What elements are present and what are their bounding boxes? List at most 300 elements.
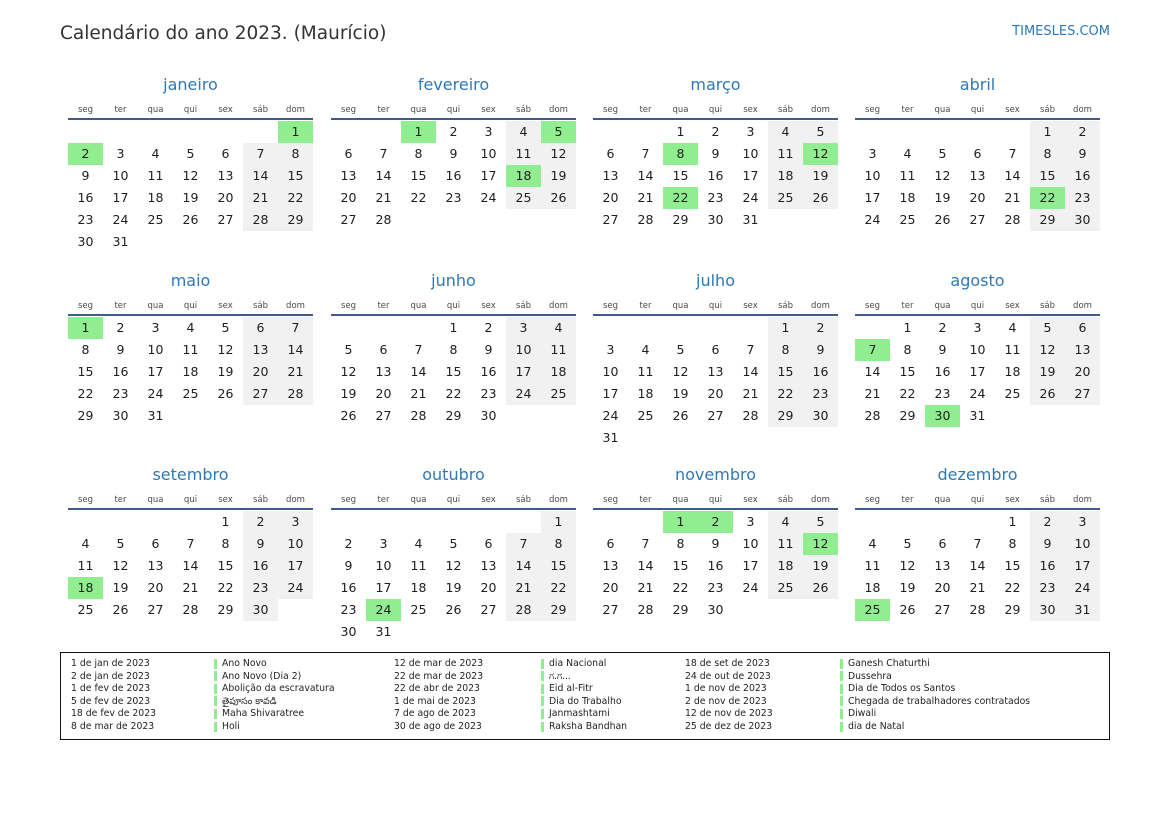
day-cell: 3 [151, 320, 160, 335]
day-cell: 20 [217, 190, 234, 205]
day-cell: 7 [243, 143, 278, 165]
week-row [593, 317, 838, 339]
holiday-day-cell: 30 [925, 405, 960, 427]
day-cell: 16 [340, 580, 357, 595]
day-cell: 16 [934, 364, 951, 379]
day-cell: 6 [344, 146, 353, 161]
week-row [68, 361, 313, 383]
day-cell: 30 [112, 408, 129, 423]
day-cell: 14 [410, 364, 427, 379]
day-cell: 29 [1030, 209, 1065, 231]
month-title: junho [431, 271, 476, 290]
month-block [331, 463, 576, 643]
day-cell: 25 [899, 212, 916, 227]
holiday-name: Chegada de trabalhadores contratados [848, 695, 1031, 707]
holiday-legend-row [61, 682, 1109, 695]
day-cell: 21 [637, 580, 654, 595]
month-block [593, 73, 838, 231]
day-cell: 2 [449, 124, 458, 139]
day-cell: 5 [1030, 317, 1065, 339]
day-cell: 12 [445, 558, 462, 573]
holiday-legend [60, 652, 1110, 740]
holiday-name: Raksha Bandhan [549, 721, 628, 732]
day-cell: 11 [410, 558, 427, 573]
day-cell: 7 [641, 146, 650, 161]
weekday-label: sáb [777, 105, 794, 115]
empty-day-cell [663, 427, 698, 449]
empty-day-cell [506, 405, 541, 427]
day-cell: 9 [81, 168, 90, 183]
day-cell: 22 [899, 386, 916, 401]
day-cell: 20 [340, 190, 357, 205]
day-cell: 24 [864, 212, 881, 227]
day-cell: 9 [116, 342, 125, 357]
day-cell: 23 [77, 212, 94, 227]
empty-day-cell [855, 121, 890, 143]
empty-day-cell [173, 231, 208, 253]
day-cell: 7 [1008, 146, 1017, 161]
day-cell: 12 [217, 342, 234, 357]
day-cell: 7 [186, 536, 195, 551]
day-cell: 2 [803, 317, 838, 339]
day-cell: 17 [112, 190, 129, 205]
day-cell: 26 [899, 602, 916, 617]
day-cell: 19 [803, 165, 838, 187]
day-cell: 8 [676, 536, 685, 551]
day-cell: 1 [1008, 514, 1017, 529]
weekday-label: seg [602, 105, 619, 115]
day-cell: 1 [768, 317, 803, 339]
empty-day-cell [593, 511, 628, 533]
weekday-label: qua [147, 495, 164, 505]
day-cell: 13 [707, 364, 724, 379]
weekday-label: sex [218, 105, 233, 115]
day-cell: 22 [672, 580, 689, 595]
week-row [331, 361, 576, 383]
day-cell: 19 [934, 190, 951, 205]
weekday-label: dom [286, 495, 305, 505]
day-cell: 15 [672, 168, 689, 183]
week-row [593, 165, 838, 187]
day-cell: 24 [1065, 577, 1100, 599]
day-cell: 31 [147, 408, 164, 423]
day-cell: 25 [768, 187, 803, 209]
day-cell: 15 [768, 361, 803, 383]
day-cell: 8 [221, 536, 230, 551]
empty-day-cell [628, 121, 663, 143]
weekday-label: sáb [252, 495, 269, 505]
empty-day-cell [803, 209, 838, 231]
empty-day-cell [960, 121, 995, 143]
day-cell: 3 [506, 317, 541, 339]
day-cell: 6 [938, 536, 947, 551]
month-block [68, 463, 313, 621]
day-cell: 12 [934, 168, 951, 183]
weekday-label: seg [77, 105, 94, 115]
day-cell: 31 [602, 430, 619, 445]
empty-day-cell [173, 511, 208, 533]
day-cell: 8 [81, 342, 90, 357]
page-title: Calendário do ano 2023. (Maurício) [60, 23, 387, 44]
day-cell: 17 [375, 580, 392, 595]
day-cell: 12 [541, 143, 576, 165]
day-cell: 5 [449, 536, 458, 551]
weekday-label: ter [901, 301, 914, 311]
empty-day-cell [138, 121, 173, 143]
empty-day-cell [103, 121, 138, 143]
holiday-name: తైపూసం కావడి [222, 695, 277, 707]
empty-day-cell [436, 511, 471, 533]
day-cell: 19 [217, 364, 234, 379]
day-cell: 24 [147, 386, 164, 401]
weekday-label: qui [708, 301, 723, 311]
holiday-date: 12 de nov de 2023 [685, 708, 773, 720]
day-cell: 3 [278, 511, 313, 533]
day-cell: 30 [480, 408, 497, 423]
day-cell: 10 [480, 146, 497, 161]
day-cell: 27 [340, 212, 357, 227]
day-cell: 26 [672, 408, 689, 423]
day-cell: 20 [969, 190, 986, 205]
weekday-header [68, 492, 313, 510]
week-row [68, 405, 313, 427]
day-cell: 17 [742, 168, 759, 183]
holiday-day-cell: 5 [541, 121, 576, 143]
day-cell: 26 [217, 386, 234, 401]
day-cell: 11 [768, 143, 803, 165]
day-cell: 18 [637, 386, 654, 401]
day-cell: 6 [606, 536, 615, 551]
holiday-day-cell: 1 [401, 121, 436, 143]
empty-day-cell [628, 511, 663, 533]
weekday-label: qua [672, 495, 689, 505]
empty-day-cell [331, 121, 366, 143]
day-cell: 22 [768, 383, 803, 405]
day-cell: 21 [742, 386, 759, 401]
day-cell: 31 [112, 234, 129, 249]
site-brand-link[interactable]: TIMESLES.COM [1012, 24, 1110, 39]
day-cell: 16 [803, 361, 838, 383]
day-cell: 15 [1030, 165, 1065, 187]
day-cell: 5 [903, 536, 912, 551]
day-cell: 8 [278, 143, 313, 165]
day-cell: 11 [899, 168, 916, 183]
empty-day-cell [208, 405, 243, 427]
week-row [331, 533, 576, 555]
holiday-date: 7 de ago de 2023 [394, 708, 476, 720]
day-cell: 14 [864, 364, 881, 379]
day-cell: 15 [278, 165, 313, 187]
day-cell: 25 [506, 187, 541, 209]
empty-day-cell [698, 317, 733, 339]
day-cell: 5 [803, 121, 838, 143]
day-cell: 9 [1030, 533, 1065, 555]
day-cell: 11 [768, 533, 803, 555]
day-cell: 5 [221, 320, 230, 335]
day-cell: 28 [864, 408, 881, 423]
month-title: outubro [422, 465, 485, 484]
week-row [593, 121, 838, 143]
day-cell: 20 [602, 580, 619, 595]
holiday-day-cell: 22 [1030, 187, 1065, 209]
day-cell: 2 [1065, 121, 1100, 143]
day-cell: 17 [864, 190, 881, 205]
day-cell: 29 [899, 408, 916, 423]
day-cell: 29 [672, 212, 689, 227]
holiday-legend-row [61, 707, 1109, 720]
day-cell: 23 [803, 383, 838, 405]
empty-day-cell [138, 231, 173, 253]
week-row [68, 599, 313, 621]
day-cell: 2 [116, 320, 125, 335]
weekday-label: qua [147, 105, 164, 115]
day-cell: 11 [77, 558, 94, 573]
empty-day-cell [471, 621, 506, 643]
day-cell: 19 [803, 555, 838, 577]
weekday-label: qua [410, 105, 427, 115]
empty-day-cell [995, 121, 1030, 143]
weekday-label: ter [377, 105, 390, 115]
holiday-day-cell: 1 [278, 121, 313, 143]
week-row [68, 533, 313, 555]
day-cell: 24 [480, 190, 497, 205]
empty-day-cell [628, 427, 663, 449]
week-row [68, 555, 313, 577]
day-cell: 20 [147, 580, 164, 595]
empty-day-cell [173, 405, 208, 427]
day-cell: 10 [969, 342, 986, 357]
day-cell: 9 [484, 342, 493, 357]
day-cell: 12 [340, 364, 357, 379]
day-cell: 8 [449, 342, 458, 357]
week-row [68, 511, 313, 533]
empty-day-cell [925, 511, 960, 533]
day-cell: 6 [711, 342, 720, 357]
day-cell: 23 [112, 386, 129, 401]
day-cell: 6 [379, 342, 388, 357]
weekday-label: qui [446, 495, 461, 505]
day-cell: 7 [746, 342, 755, 357]
day-cell: 18 [410, 580, 427, 595]
day-cell: 21 [410, 386, 427, 401]
day-cell: 21 [375, 190, 392, 205]
day-cell: 29 [445, 408, 462, 423]
weekday-label: ter [377, 301, 390, 311]
day-cell: 28 [637, 212, 654, 227]
day-cell: 11 [637, 364, 654, 379]
holiday-day-cell: 12 [803, 143, 838, 165]
weekday-label: dom [286, 301, 305, 311]
month-days-grid [593, 510, 838, 621]
day-cell: 10 [375, 558, 392, 573]
weekday-label: seg [864, 495, 881, 505]
week-row [855, 143, 1100, 165]
empty-day-cell [401, 317, 436, 339]
day-cell: 4 [768, 121, 803, 143]
day-cell: 3 [116, 146, 125, 161]
day-cell: 18 [1004, 364, 1021, 379]
day-cell: 14 [637, 558, 654, 573]
holiday-marker [840, 684, 843, 694]
day-cell: 20 [243, 361, 278, 383]
empty-day-cell [960, 511, 995, 533]
day-cell: 25 [147, 212, 164, 227]
day-cell: 16 [707, 558, 724, 573]
day-cell: 14 [506, 555, 541, 577]
holiday-name: Dia do Trabalho [549, 695, 622, 707]
day-cell: 28 [969, 602, 986, 617]
day-cell: 30 [707, 212, 724, 227]
day-cell: 6 [221, 146, 230, 161]
weekday-label: qua [672, 105, 689, 115]
holiday-name: Holi [222, 721, 240, 732]
weekday-label: qua [934, 301, 951, 311]
week-row [593, 209, 838, 231]
day-cell: 21 [864, 386, 881, 401]
empty-day-cell [331, 511, 366, 533]
weekday-label: dom [811, 301, 830, 311]
day-cell: 28 [243, 209, 278, 231]
day-cell: 17 [969, 364, 986, 379]
day-cell: 4 [506, 121, 541, 143]
holiday-date: 25 de dez de 2023 [685, 721, 773, 732]
empty-day-cell [506, 209, 541, 231]
empty-day-cell [768, 209, 803, 231]
day-cell: 24 [278, 577, 313, 599]
day-cell: 2 [243, 511, 278, 533]
weekday-header [331, 298, 576, 316]
day-cell: 4 [868, 536, 877, 551]
day-cell: 15 [541, 555, 576, 577]
holiday-marker [840, 709, 843, 719]
day-cell: 9 [803, 339, 838, 361]
day-cell: 10 [602, 364, 619, 379]
day-cell: 25 [1004, 386, 1021, 401]
day-cell: 13 [217, 168, 234, 183]
weekday-label: qua [410, 301, 427, 311]
day-cell: 30 [803, 405, 838, 427]
week-row [68, 143, 313, 165]
day-cell: 26 [1030, 383, 1065, 405]
week-row [331, 383, 576, 405]
empty-day-cell [173, 121, 208, 143]
day-cell: 21 [969, 580, 986, 595]
day-cell: 6 [973, 146, 982, 161]
day-cell: 23 [707, 190, 724, 205]
holiday-date: 2 de jan de 2023 [71, 670, 150, 682]
weekday-label: qui [708, 495, 723, 505]
holiday-date: 8 de mar de 2023 [71, 721, 155, 732]
day-cell: 8 [541, 533, 576, 555]
holiday-name: Ano Novo (Dia 2) [222, 670, 302, 682]
week-row [331, 187, 576, 209]
weekday-label: ter [114, 105, 127, 115]
weekday-label: seg [864, 301, 881, 311]
week-row [593, 383, 838, 405]
weekday-label: sáb [1039, 301, 1056, 311]
day-cell: 24 [742, 190, 759, 205]
day-cell: 20 [375, 386, 392, 401]
day-cell: 27 [243, 383, 278, 405]
week-row [593, 143, 838, 165]
month-days-grid [331, 510, 576, 643]
day-cell: 17 [480, 168, 497, 183]
week-row [331, 577, 576, 599]
day-cell: 16 [243, 555, 278, 577]
empty-day-cell [995, 405, 1030, 427]
holiday-date: 22 de abr de 2023 [394, 683, 480, 695]
day-cell: 4 [186, 320, 195, 335]
day-cell: 4 [1008, 320, 1017, 335]
day-cell: 1 [676, 124, 685, 139]
month-days-grid [593, 120, 838, 231]
empty-day-cell [541, 405, 576, 427]
day-cell: 28 [637, 602, 654, 617]
week-row [593, 599, 838, 621]
empty-day-cell [208, 231, 243, 253]
day-cell: 2 [484, 320, 493, 335]
week-row [68, 317, 313, 339]
day-cell: 10 [112, 168, 129, 183]
day-cell: 13 [602, 168, 619, 183]
day-cell: 28 [410, 408, 427, 423]
day-cell: 15 [410, 168, 427, 183]
day-cell: 17 [506, 361, 541, 383]
empty-day-cell [331, 317, 366, 339]
holiday-day-cell: 1 [68, 317, 103, 339]
weekday-label: ter [639, 495, 652, 505]
day-cell: 17 [602, 386, 619, 401]
day-cell: 16 [445, 168, 462, 183]
empty-day-cell [243, 121, 278, 143]
day-cell: 22 [410, 190, 427, 205]
holiday-name: Ano Novo [222, 658, 267, 669]
empty-day-cell [208, 121, 243, 143]
day-cell: 28 [506, 599, 541, 621]
day-cell: 26 [803, 187, 838, 209]
holiday-date: 12 de mar de 2023 [394, 658, 484, 669]
day-cell: 9 [711, 536, 720, 551]
weekday-header [855, 298, 1100, 316]
day-cell: 18 [768, 555, 803, 577]
day-cell: 29 [217, 602, 234, 617]
day-cell: 3 [1065, 511, 1100, 533]
week-row [593, 555, 838, 577]
month-block [331, 269, 576, 427]
day-cell: 16 [77, 190, 94, 205]
empty-day-cell [138, 511, 173, 533]
month-title: fevereiro [417, 75, 490, 94]
holiday-day-cell: 2 [698, 511, 733, 533]
day-cell: 12 [112, 558, 129, 573]
weekday-label: seg [602, 301, 619, 311]
day-cell: 11 [864, 558, 881, 573]
day-cell: 29 [541, 599, 576, 621]
day-cell: 12 [672, 364, 689, 379]
holiday-name: Abolição da escravatura [222, 683, 335, 695]
weekday-label: dom [549, 301, 568, 311]
empty-day-cell [436, 209, 471, 231]
day-cell: 26 [541, 187, 576, 209]
week-row [68, 165, 313, 187]
day-cell: 15 [1004, 558, 1021, 573]
weekday-label: qui [970, 105, 985, 115]
holiday-day-cell: 7 [855, 339, 890, 361]
day-cell: 30 [1065, 209, 1100, 231]
weekday-header [593, 298, 838, 316]
day-cell: 22 [1004, 580, 1021, 595]
day-cell: 17 [742, 558, 759, 573]
